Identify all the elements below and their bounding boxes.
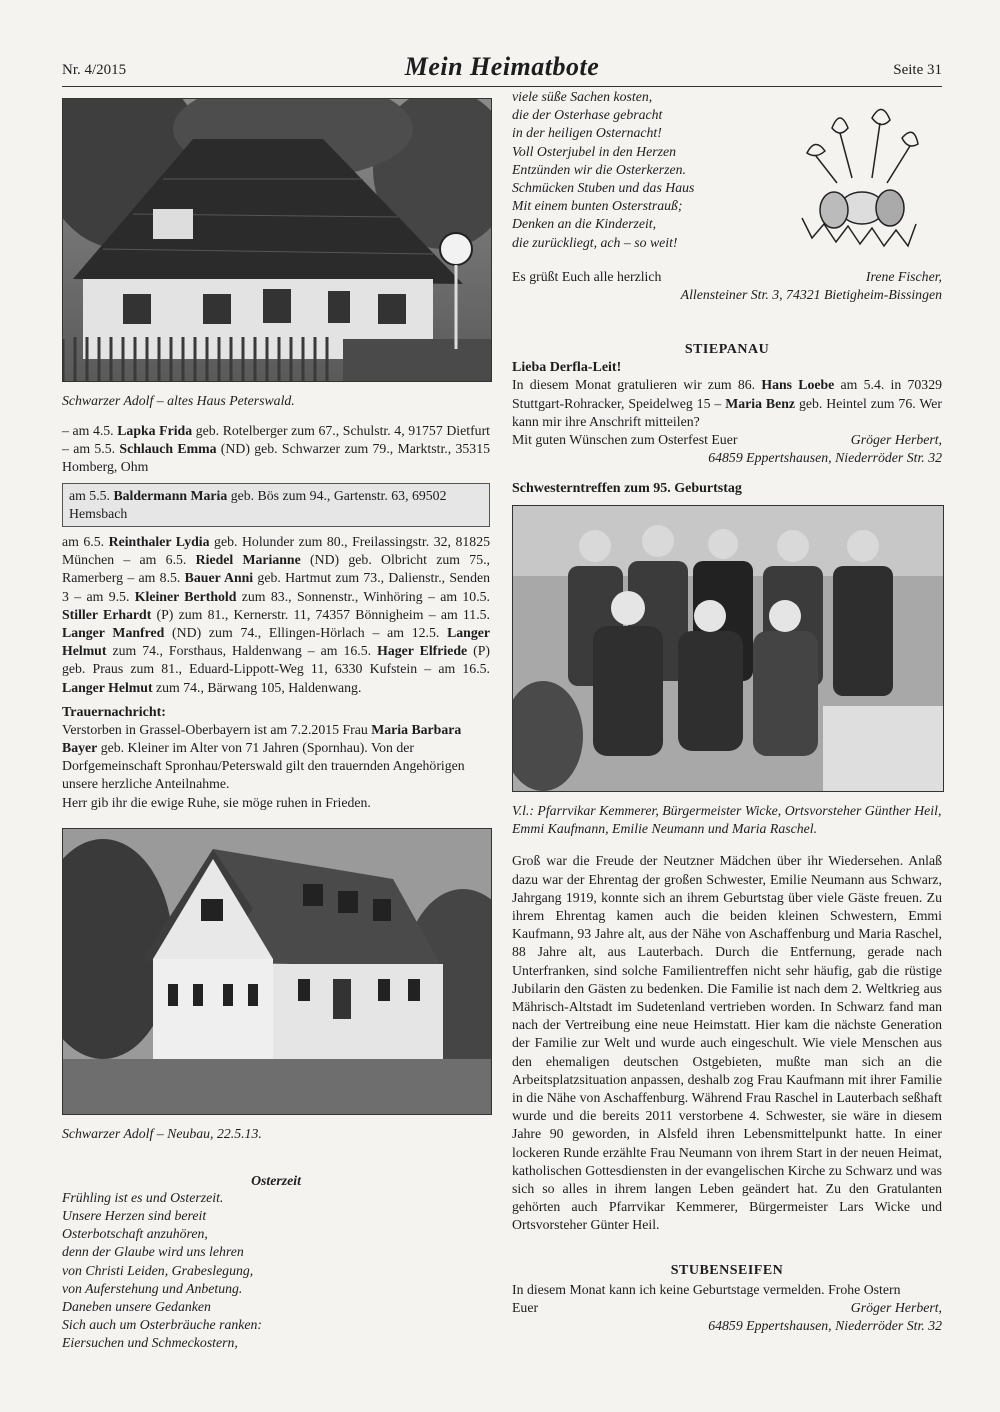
right-column	[512, 88, 942, 1335]
poem-line: viele süße Sachen kosten,	[512, 89, 653, 104]
poem-line: von Christi Leiden, Grabeslegung,	[62, 1262, 254, 1278]
obituary-closing: Herr gib ihr die ewige Ruhe, sie möge ruhen in Frieden.	[62, 794, 371, 810]
poem-line: Osterbotschaft anzuhören,	[62, 1226, 208, 1242]
text-run: (P) zum 81., Kernerstr. 11, 74357 Bönnigheim – am 11.5.	[151, 606, 490, 622]
stiepanau-sig-text: Mit guten Wünschen zum Osterfest Euer	[512, 432, 738, 448]
birthday-list-1	[62, 422, 490, 477]
person-name: Maria Barbara Bayer	[62, 721, 462, 756]
text-run: geb. Holunder zum 80., Freilassingstr. 32, 81825 München – am 6.5.	[62, 534, 490, 568]
poem-line: Sich auch um Osterbräuche ranken:	[62, 1317, 263, 1333]
person-name: Lapka Frida	[117, 423, 193, 438]
text-run: – am 4.5.	[62, 423, 118, 438]
stiepanau-sig-name: Gröger Herbert,	[850, 432, 942, 448]
photo-old-house	[62, 98, 492, 382]
poem-line: Mit einem bunten Osterstrauß;	[512, 198, 683, 214]
poem-left	[62, 1189, 490, 1353]
text-run: (P) geb. Praus zum 81., Eduard-Lippott-Weg 11, 6330 Kufstein – am 16.5.	[62, 643, 491, 677]
poem-line: Unsere Herzen sind bereit	[62, 1208, 207, 1224]
person-name: Kleiner Berthold	[134, 588, 237, 604]
poem-line: in der heiligen Osternacht!	[512, 125, 662, 141]
poem-line: Daneben unsere Gedanken	[62, 1299, 211, 1315]
text-run: (ND) geb. Schwarzer zum 79., Marktstr., 35315 Homberg, Ohm	[62, 441, 490, 475]
text-run: zum 74., Forsthaus, Haldenwang – am 16.5.	[106, 643, 378, 659]
greeting-address: Allensteiner Str. 3, 74321 Bietigheim-Bissingen	[680, 287, 942, 303]
text-run: In diesem Monat gratulieren wir zum 86.	[512, 377, 762, 393]
poem-line: die der Osterhase gebracht	[512, 107, 663, 123]
person-name: Schlauch Emma	[119, 441, 217, 457]
person-name: Reinthaler Lydia	[108, 534, 210, 550]
person-name: Hager Elfriede	[377, 643, 468, 659]
person-name: Bauer Anni	[184, 570, 254, 586]
easter-bouquet-illustration	[782, 98, 942, 258]
text-run: (ND) geb. Olbricht zum 75., Ramerberg – am 8.5.	[62, 552, 491, 586]
poem-line: Entzünden wir die Osterkerzen.	[512, 161, 686, 177]
poem-line: denn der Glaube wird uns lehren	[62, 1244, 244, 1260]
left-column	[62, 98, 490, 1353]
stubenseifen-sig-address: 64859 Eppertshausen, Niederröder Str. 32	[708, 1318, 942, 1334]
issue-number: Nr. 4/2015	[62, 62, 127, 78]
page-header	[62, 52, 942, 87]
person-name: Hans Loebe	[761, 377, 835, 393]
stiepanau-text	[512, 376, 942, 431]
person-name: Maria Benz	[725, 395, 796, 411]
stubenseifen-sig-name: Gröger Herbert,	[850, 1299, 942, 1315]
person-name: Langer Manfred	[62, 625, 165, 641]
photo-group	[512, 505, 944, 792]
person-name: Langer Helmut	[62, 679, 153, 695]
photo-new-house-caption: Schwarzer Adolf – Neubau, 22.5.13.	[62, 1125, 262, 1141]
photo-group-caption: V.l.: Pfarrvikar Kemmerer, Bürgermeister Wicke, Ortsvorsteher Günther Heil, Emmi Kaufmann, Emilie Neumann und Maria Raschel.	[512, 803, 942, 837]
text-run: Verstorben in Grassel-Oberbayern ist am 7.2.2015 Frau	[62, 721, 372, 737]
stubenseifen-signature	[512, 1299, 942, 1317]
text-run: am 5.4. in 70329 Stuttgart-Rohracker, Speidelweg 15 –	[512, 377, 942, 411]
poem-line: die zurückliegt, ach – so weit!	[512, 234, 678, 250]
text-run: geb. Heintel zum 76. Wer kann mir ihre Anschrift mitteilen?	[512, 395, 942, 429]
person-name: Stiller Erhardt	[62, 606, 152, 622]
stiepanau-signature	[512, 431, 942, 449]
photo-old-house-caption: Schwarzer Adolf – altes Haus Peterswald.	[62, 393, 295, 408]
stubenseifen-sig-text: Euer	[512, 1299, 539, 1315]
poem-line: Eiersuchen und Schmeckostern,	[62, 1335, 238, 1351]
poem-line: Voll Osterjubel in den Herzen	[512, 143, 677, 159]
photo-new-house	[62, 828, 492, 1115]
text-run: am 6.5.	[62, 534, 109, 550]
poem-line: Denken an die Kinderzeit,	[512, 216, 657, 232]
poem-title: Osterzeit	[251, 1172, 301, 1188]
poem-line: von Auferstehung und Anbetung.	[62, 1280, 243, 1296]
stiepanau-salutation: Lieba Derfla-Leit!	[512, 360, 622, 376]
person-name: Langer Helmut	[62, 625, 490, 659]
text-run: zum 83., Sonnenstr., Winhöring – am 10.5.	[236, 588, 490, 604]
stiepanau-sig-address: 64859 Eppertshausen, Niederröder Str. 32	[708, 450, 942, 466]
greeting-name: Irene Fischer,	[865, 269, 942, 284]
poem-line: Frühling ist es und Osterzeit.	[62, 1189, 224, 1205]
text-run: geb. Hartmut zum 73., Dalienstr., Senden 3 – am 9.5.	[62, 570, 490, 604]
greeting-signature	[512, 268, 942, 286]
text-run: geb. Bös zum 94., Gartenstr. 63, 69502 Hemsbach	[69, 487, 447, 521]
obituary-text	[62, 721, 490, 794]
text-run: (ND) zum 74., Ellingen-Hörlach – am 12.5.	[164, 625, 448, 641]
text-run: geb. Rotelberger zum 67., Schulstr. 4, 91757 Dietfurt – am 5.5.	[62, 423, 491, 457]
schwesterntreffen-heading: Schwesterntreffen zum 95. Geburtstag	[512, 481, 742, 497]
birthday-list-2	[62, 533, 490, 697]
person-name: Baldermann Maria	[113, 487, 228, 503]
poem-line: Schmücken Stuben und das Haus	[512, 180, 695, 196]
section-stubenseifen: STUBENSEIFEN	[670, 1262, 784, 1278]
stubenseifen-text: In diesem Monat kann ich keine Geburtstage vermelden. Frohe Ostern	[512, 1281, 901, 1297]
highlighted-birthday-box	[62, 483, 490, 527]
text-run: am 5.5.	[69, 487, 114, 503]
text-run: zum 74., Bärwang 105, Haldenwang.	[152, 679, 362, 695]
text-run: geb. Kleiner im Alter von 71 Jahren (Spornhau). Von der Dorfgemeinschaft Spronhau/Peterswald gilt den trauernden Angehörigen unsere herzliche Anteilnahme.	[62, 740, 465, 792]
masthead-title: Mein Heimatbote	[404, 52, 600, 81]
section-stiepanau: STIEPANAU	[684, 342, 770, 358]
greeting-text: Es grüßt Euch alle herzlich	[512, 269, 662, 284]
person-name: Riedel Marianne	[195, 552, 301, 568]
page-number: Seite 31	[893, 62, 942, 78]
schwesterntreffen-article: Groß war die Freude der Neutzner Mädchen über ihr Wiedersehen. Anlaß dazu war der Ehrentag der großen Schwester, Emilie Neumann aus Schwarz, Jahrgang 1919, konnte sich an ihrem Geburtstag über viele Gäste freuen. Zu ihrem Ehrentag kamen auch die beiden kleinen Schwestern, Emmi Kaufmann, 93 Jahre alt, aus der Nähe von Aschaffenburg und Maria Raschel, 88 Jahre alt, aus Lauterbach. Durch die Entfernung, gerade nach Unterfranken, sind solche Familientreffen nicht sehr häufig, gab die rüstige Jubilarin den Gästen zu bedenken. Die Familie ist nach dem 2. Weltkrieg aus Mährisch-Altstadt im Sudetenland vertrieben worden. In Schwarz fand man nach der Vertreibung eine neue Heimstatt. Hier kam die nächste Generation der Familie zur Welt und wurde auch eingeschult. Wie viele Menschen aus den ehemaligen deutschen Ostgebieten, mußte man sich an die Arbeitsplatzsituation anpassen, deshalb zog Frau Kaufmann mit ihrer Familie in die Nähe von Aschaffenburg. Während Frau Raschel in Lauterbach seßhaft wurde und die bereits 2011 verstorbene 4. Schwester, sie wäre in diesem Jahre 90 geworden, in Alsfeld ihren Lebensmittelpunkt hatte. In einer lockeren Runde erzählte Frau Neumann von ihrem Start in der neuen Heimat, katholischen Gottesdiensten in der evangelischen Kirche zu Schwarz und was sich so alles in ihrem langen Leben geändert hat. Zu den Gratulanten gehörten auch Pfarrvikar Kemmerer, Bürgermeister Lars Wicke und Ortsvorsteher Günter Heil.	[512, 853, 942, 1233]
obituary-heading: Trauernachricht:	[62, 704, 166, 720]
